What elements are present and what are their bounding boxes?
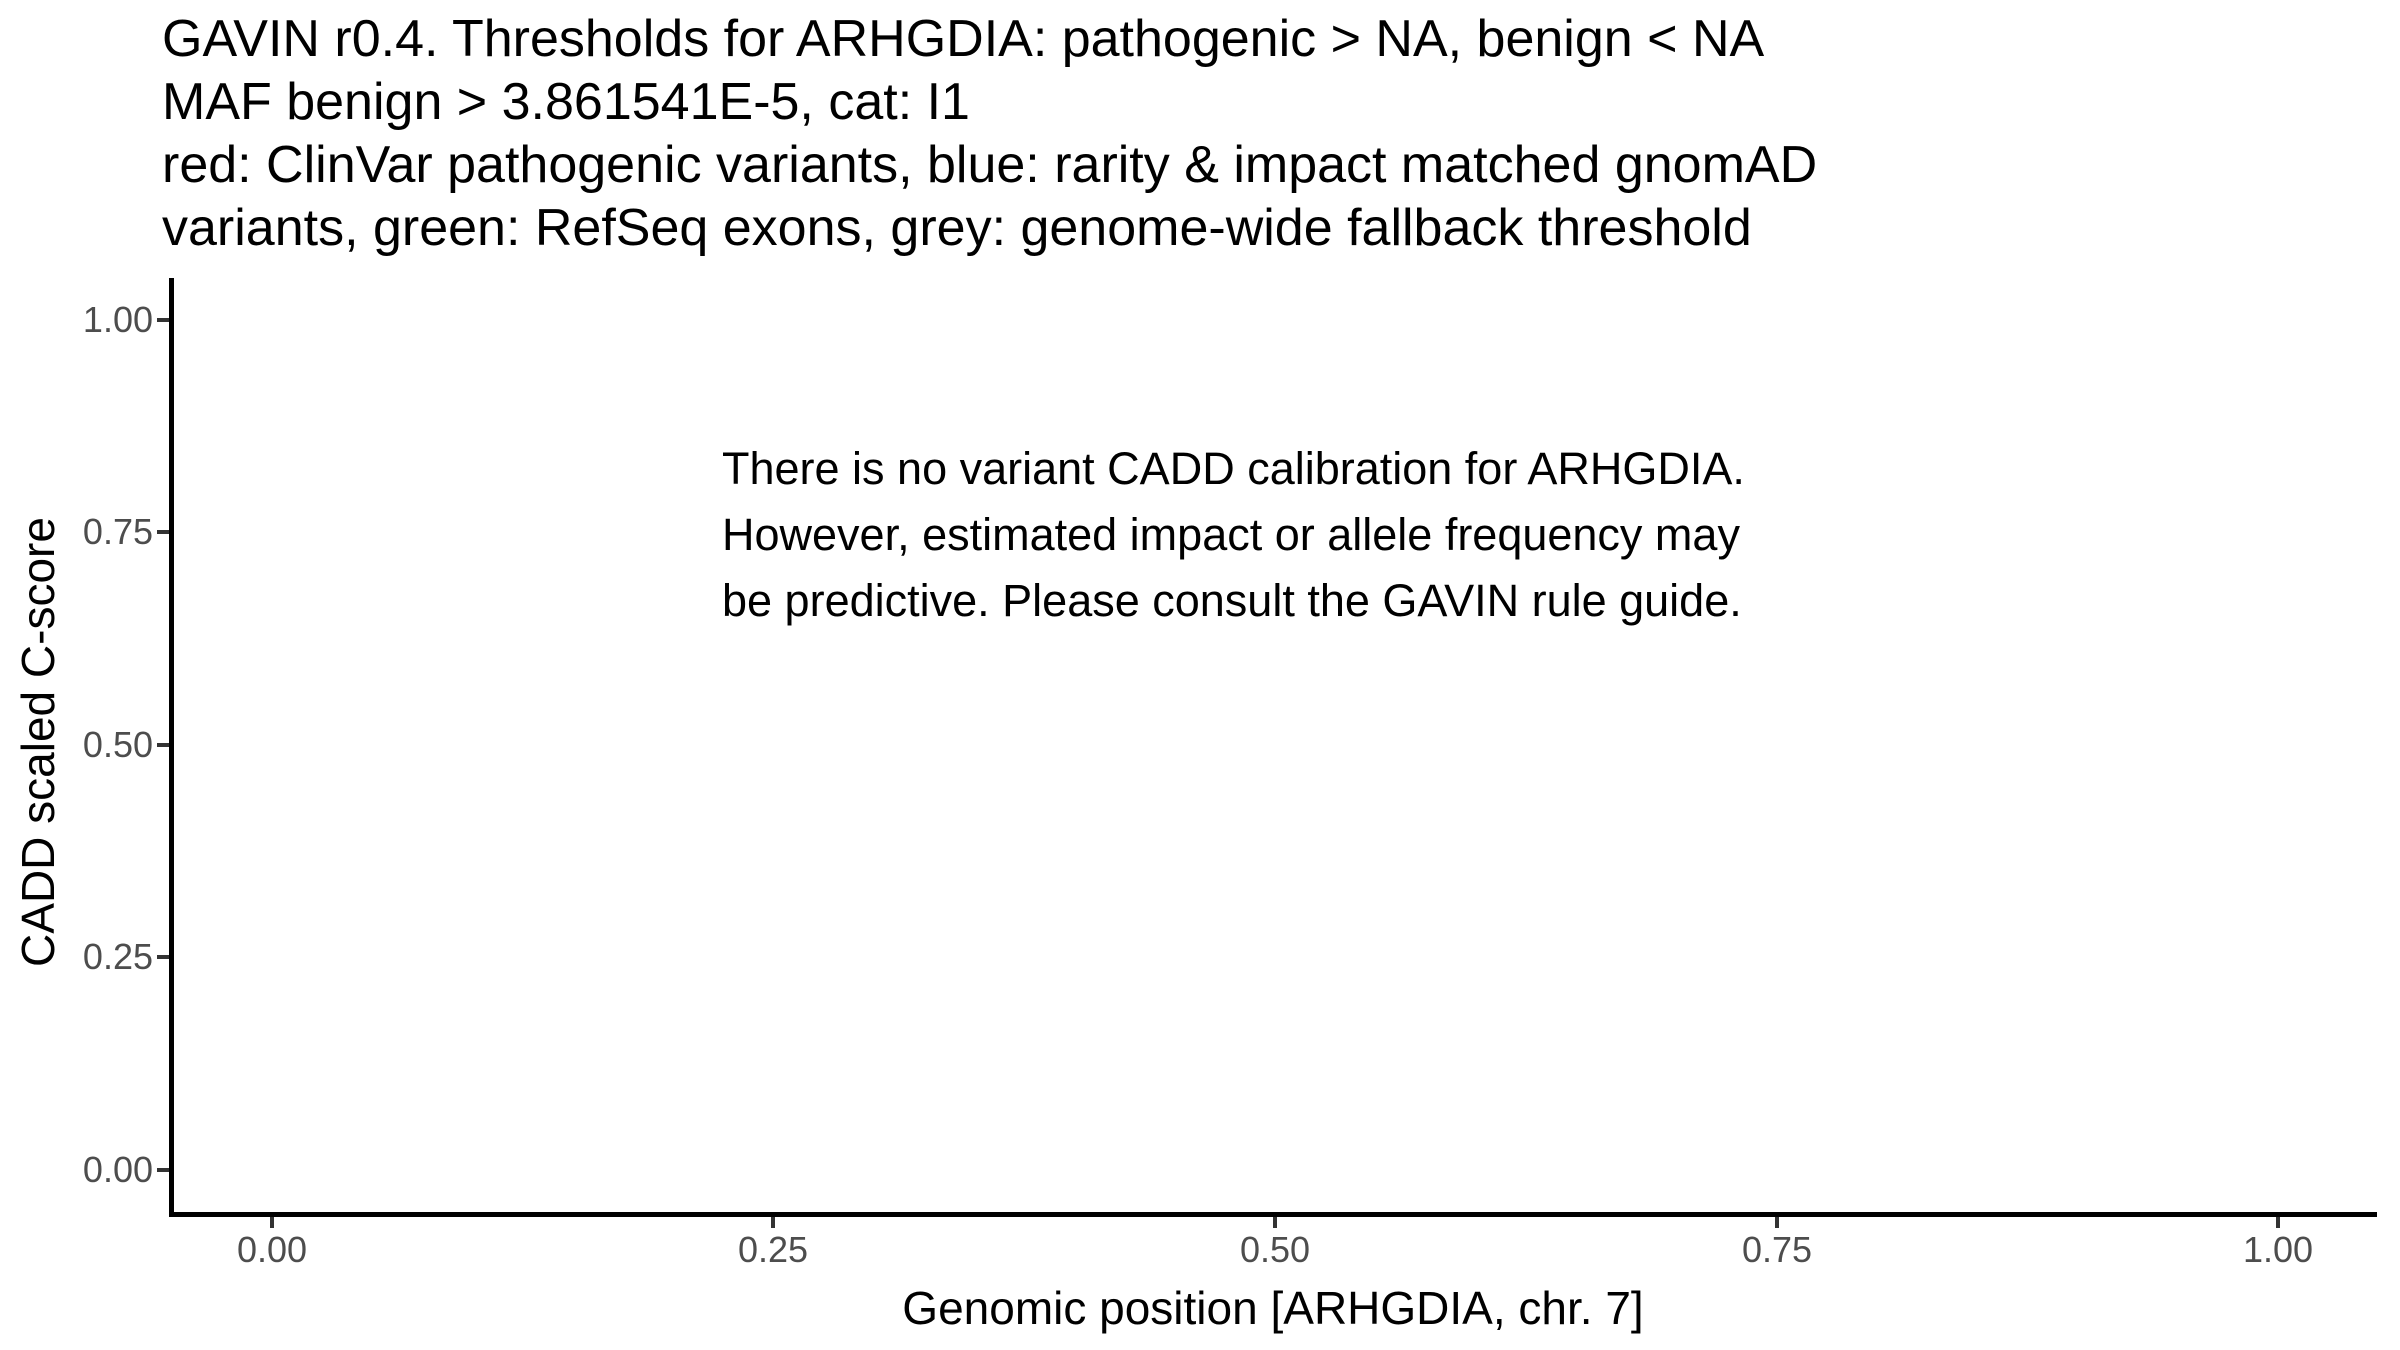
y-tick-label-0.75: 0.75 — [82, 511, 153, 552]
y-tick-mark-0.75 — [157, 530, 169, 534]
y-tick-label-0.25: 0.25 — [82, 936, 153, 977]
y-tick-label-1.00: 1.00 — [82, 299, 153, 340]
y-tick-mark-0.25 — [157, 955, 169, 959]
x-tick-label-1.00: 1.00 — [2242, 1229, 2314, 1270]
y-tick-label-0.50: 0.50 — [82, 724, 153, 765]
annotation-line-1: There is no variant CADD calibration for ARHGDIA. — [722, 443, 1745, 494]
x-tick-label-0.50: 0.50 — [1239, 1229, 1311, 1270]
plot-title-line-1: GAVIN r0.4. Thresholds for ARHGDIA: pathogenic > NA, benign < NA — [162, 10, 1765, 68]
x-tick-mark-0.00 — [270, 1217, 274, 1228]
y-tick-label-0.00: 0.00 — [82, 1149, 153, 1190]
x-tick-label-0.75: 0.75 — [1741, 1229, 1813, 1270]
annotation-line-2: However, estimated impact or allele frequency may — [722, 509, 1740, 560]
annotation-text — [722, 436, 1745, 634]
plot-title-line-4: variants, green: RefSeq exons, grey: genome-wide fallback threshold — [162, 199, 1752, 257]
x-tick-mark-0.50 — [1273, 1217, 1277, 1228]
x-axis-title: Genomic position [ARHGDIA, chr. 7] — [902, 1282, 1644, 1334]
plot-title-line-2: MAF benign > 3.861541E-5, cat: I1 — [162, 73, 970, 131]
plot-panel — [169, 278, 2377, 1217]
x-tick-mark-1.00 — [2276, 1217, 2280, 1228]
y-tick-mark-1.00 — [157, 318, 169, 322]
plot-title-line-3: red: ClinVar pathogenic variants, blue: rarity & impact matched gnomAD — [162, 136, 1818, 194]
x-tick-mark-0.25 — [771, 1217, 775, 1228]
x-tick-mark-0.75 — [1775, 1217, 1779, 1228]
x-tick-label-0.00: 0.00 — [236, 1229, 308, 1270]
annotation-line-3: be predictive. Please consult the GAVIN rule guide. — [722, 575, 1742, 626]
y-axis-title: CADD scaled C-score — [12, 517, 64, 967]
plot-title — [162, 8, 1817, 260]
y-tick-mark-0.00 — [157, 1168, 169, 1172]
y-tick-mark-0.50 — [157, 743, 169, 747]
x-tick-label-0.25: 0.25 — [737, 1229, 809, 1270]
